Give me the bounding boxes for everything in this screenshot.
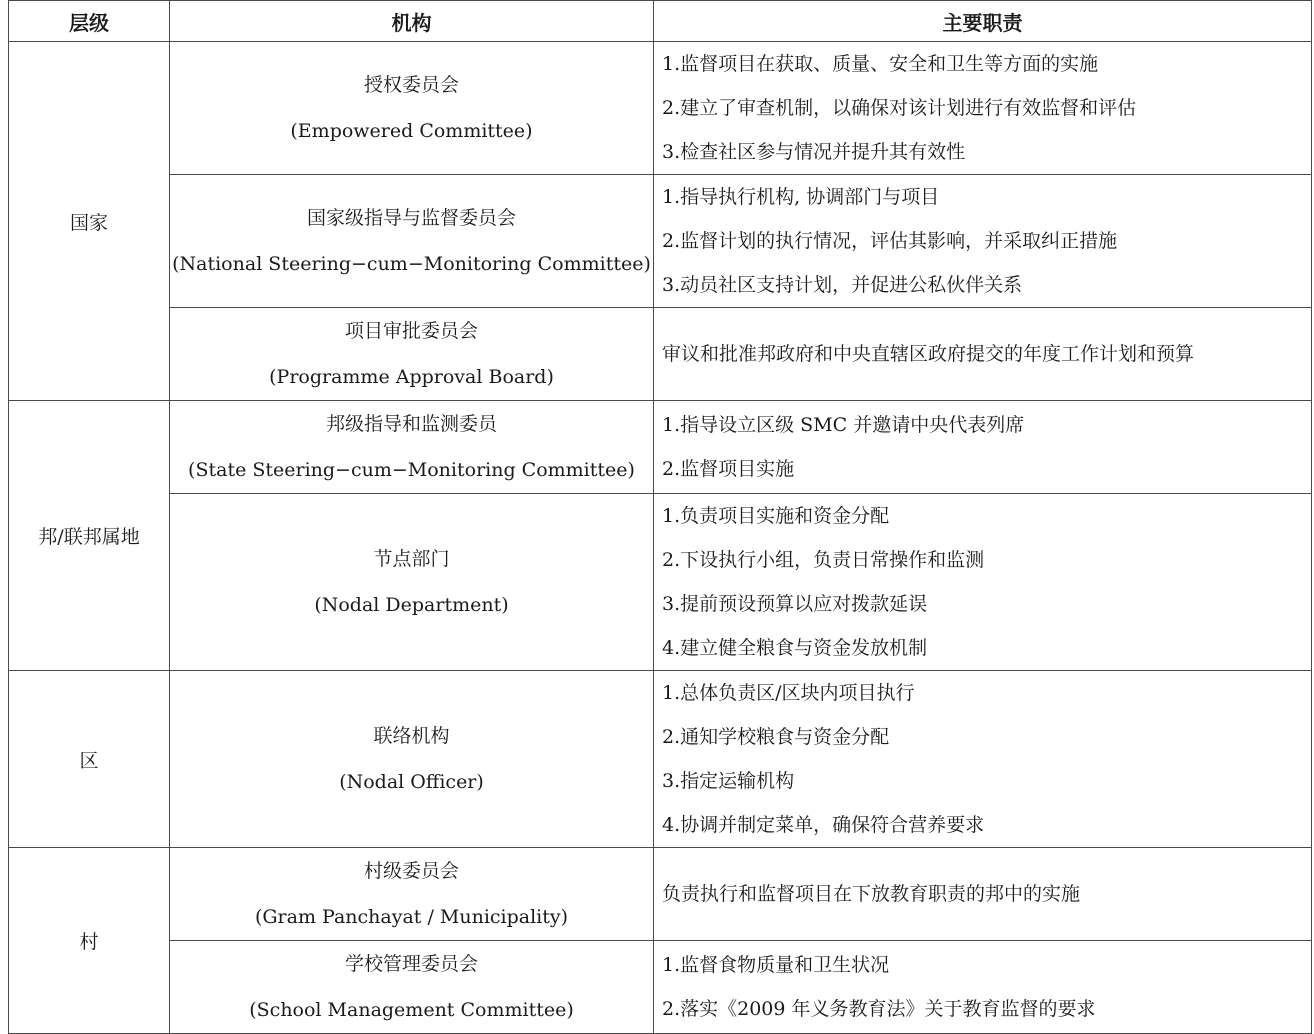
duty-item: 3.动员社区支持计划，并促进公私伙伴关系 xyxy=(662,274,1023,296)
org-cell xyxy=(170,401,654,494)
duty-item: 3.提前预设预算以应对拨款延误 xyxy=(662,593,928,615)
duty-item: 2.监督计划的执行情况，评估其影响，并采取纠正措施 xyxy=(662,230,1118,252)
org-name-zh: 项目审批委员会 xyxy=(344,320,478,342)
duty-item: 1.监督项目在获取、质量、安全和卫生等方面的实施 xyxy=(662,53,1099,75)
level-cell: 邦/联邦属地 xyxy=(9,401,170,671)
duty-item: 3.检查社区参与情况并提升其有效性 xyxy=(662,141,966,163)
duty-item: 负责执行和监督项目在下放教育职责的邦中的实施 xyxy=(662,883,1081,905)
org-name-en: (Nodal Department) xyxy=(314,594,509,616)
duty-item: 1.负责项目实施和资金分配 xyxy=(662,505,890,527)
org-name-zh: 节点部门 xyxy=(373,548,450,570)
header-row xyxy=(9,1,1312,42)
duties-cell xyxy=(654,494,1312,671)
org-cell xyxy=(170,494,654,671)
governance-table xyxy=(8,0,1312,1034)
duties-cell xyxy=(654,308,1312,401)
duties-cell xyxy=(654,848,1312,941)
org-name-zh: 国家级指导与监督委员会 xyxy=(306,207,516,229)
org-name-en: (School Management Committee) xyxy=(249,999,574,1021)
header-org: 机构 xyxy=(170,1,654,42)
org-name-zh: 授权委员会 xyxy=(363,74,459,96)
org-name-en: (Nodal Officer) xyxy=(339,771,484,793)
duty-item: 2.监督项目实施 xyxy=(662,458,795,480)
duties-cell xyxy=(654,401,1312,494)
org-cell xyxy=(170,941,654,1034)
duty-item: 1.指导执行机构, 协调部门与项目 xyxy=(662,186,940,208)
level-cell: 国家 xyxy=(9,42,170,401)
duty-item: 2.建立了审查机制，以确保对该计划进行有效监督和评估 xyxy=(662,97,1137,119)
org-name-zh: 联络机构 xyxy=(373,725,450,747)
level-cell: 村 xyxy=(9,848,170,1034)
org-name-en: (State Steering−cum−Monitoring Committee) xyxy=(188,459,635,481)
duties-cell xyxy=(654,175,1312,308)
table-row xyxy=(9,941,1312,1034)
table-row xyxy=(9,401,1312,494)
duties-cell xyxy=(654,941,1312,1034)
level-cell: 区 xyxy=(9,671,170,848)
header-level: 层级 xyxy=(9,1,170,42)
duty-item: 4.协调并制定菜单，确保符合营养要求 xyxy=(662,814,985,836)
org-name-en: (Programme Approval Board) xyxy=(269,366,554,388)
duty-item: 4.建立健全粮食与资金发放机制 xyxy=(662,637,928,659)
duty-item: 2.通知学校粮食与资金分配 xyxy=(662,726,890,748)
table-row xyxy=(9,671,1312,848)
org-name-zh: 村级委员会 xyxy=(363,860,459,882)
duty-item: 1.监督食物质量和卫生状况 xyxy=(662,954,890,976)
duties-cell xyxy=(654,671,1312,848)
duty-item: 1.总体负责区/区块内项目执行 xyxy=(662,682,915,704)
duties-cell xyxy=(654,42,1312,175)
table-row xyxy=(9,848,1312,941)
duty-item: 1.指导设立区级 SMC 并邀请中央代表列席 xyxy=(662,414,1025,436)
duty-item: 2.落实《2009 年义务教育法》关于教育监督的要求 xyxy=(662,998,1096,1020)
org-name-en: (National Steering−cum−Monitoring Committee) xyxy=(172,253,651,275)
org-name-en: (Gram Panchayat / Municipality) xyxy=(254,906,569,928)
table-row xyxy=(9,42,1312,175)
org-cell xyxy=(170,308,654,401)
org-name-zh: 邦级指导和监测委员 xyxy=(325,413,497,435)
org-name-zh: 学校管理委员会 xyxy=(344,953,478,975)
table-row xyxy=(9,175,1312,308)
header-duties: 主要职责 xyxy=(654,1,1312,42)
table-row xyxy=(9,494,1312,671)
table-row xyxy=(9,308,1312,401)
org-name-en: (Empowered Committee) xyxy=(290,120,533,142)
org-cell xyxy=(170,42,654,175)
duty-item: 审议和批准邦政府和中央直辖区政府提交的年度工作计划和预算 xyxy=(662,343,1195,365)
duty-item: 3.指定运输机构 xyxy=(662,770,795,792)
org-cell xyxy=(170,671,654,848)
org-cell xyxy=(170,848,654,941)
org-cell xyxy=(170,175,654,308)
duty-item: 2.下设执行小组，负责日常操作和监测 xyxy=(662,549,985,571)
